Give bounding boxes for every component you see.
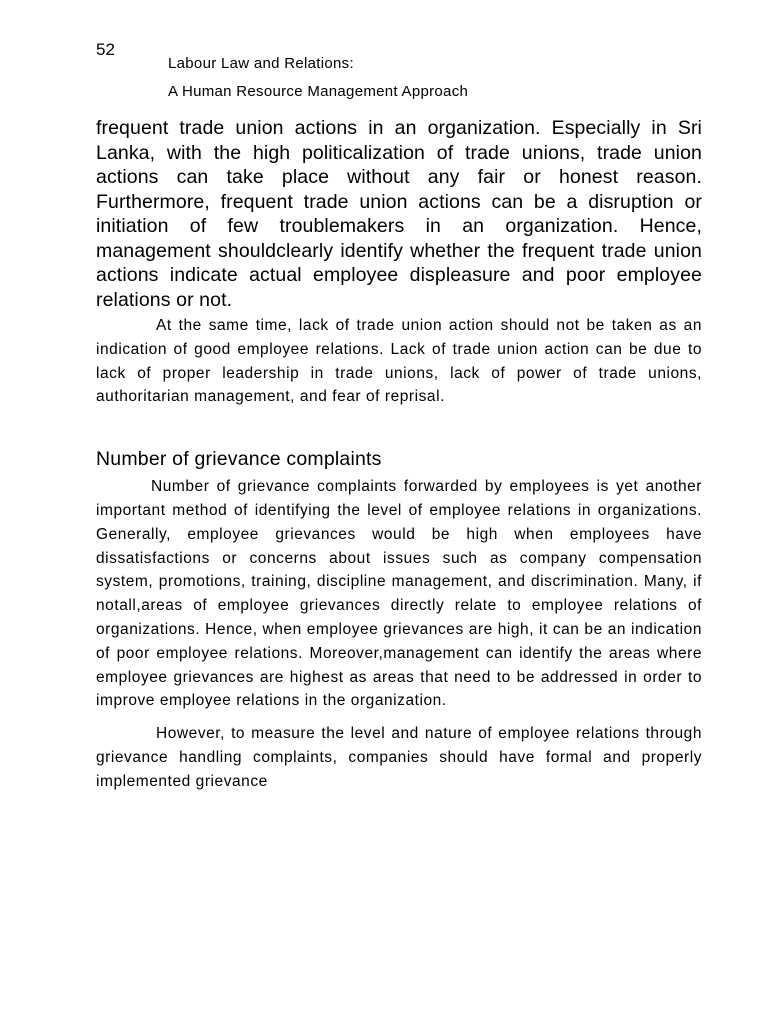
section-heading: Number of grievance complaints [96, 448, 382, 471]
paragraph-grievance-handling: However, to measure the level and nature of employee relations through grievance handling complaints, companies should have formal and properly implemented grievance [96, 725, 702, 790]
paragraph-trade-union-actions: frequent trade union actions in an organization. Especially in Sri Lanka, with the high politicalization of trade unions, trade union actions can take place without any fair or honest reason. Furthermore, frequent trade union actions can be a disruption or initiation of few troublemakers in an organization. Hence, management shouldclearly identify whether the frequent trade union actions indicate actual employee displeasure and poor employee relations or not. [96, 117, 702, 311]
book-subtitle: A Human Resource Management Approach [168, 83, 469, 100]
page-body [96, 116, 702, 794]
paragraph-grievance-complaints: Number of grievance complaints forwarded by employees is yet another important method of identifying the level of employee relations in organizations. Generally, employee grievances would be high when employees have dissatisfactions or concerns about issues such as company compensation system, promotions, training, discipline management, and discrimination. Many, if notall,areas of employee grievances directly relate to employee relations of organizations. Hence, when employee grievances are high, it can be an indication of poor employee relations. Moreover,management can identify the areas where employee grievances are highest as areas that need to be addressed in order to improve employee relations in the organization. [96, 478, 702, 710]
book-title: Labour Law and Relations: [168, 55, 354, 72]
running-head [168, 50, 468, 106]
paragraph-lack-of-action: At the same time, lack of trade union action should not be taken as an indication of good employee relations. Lack of trade union action can be due to lack of proper leadership in trade unions, lack of power of trade unions, authoritarian management, and fear of reprisal. [96, 317, 702, 406]
page-number: 52 [96, 40, 115, 59]
